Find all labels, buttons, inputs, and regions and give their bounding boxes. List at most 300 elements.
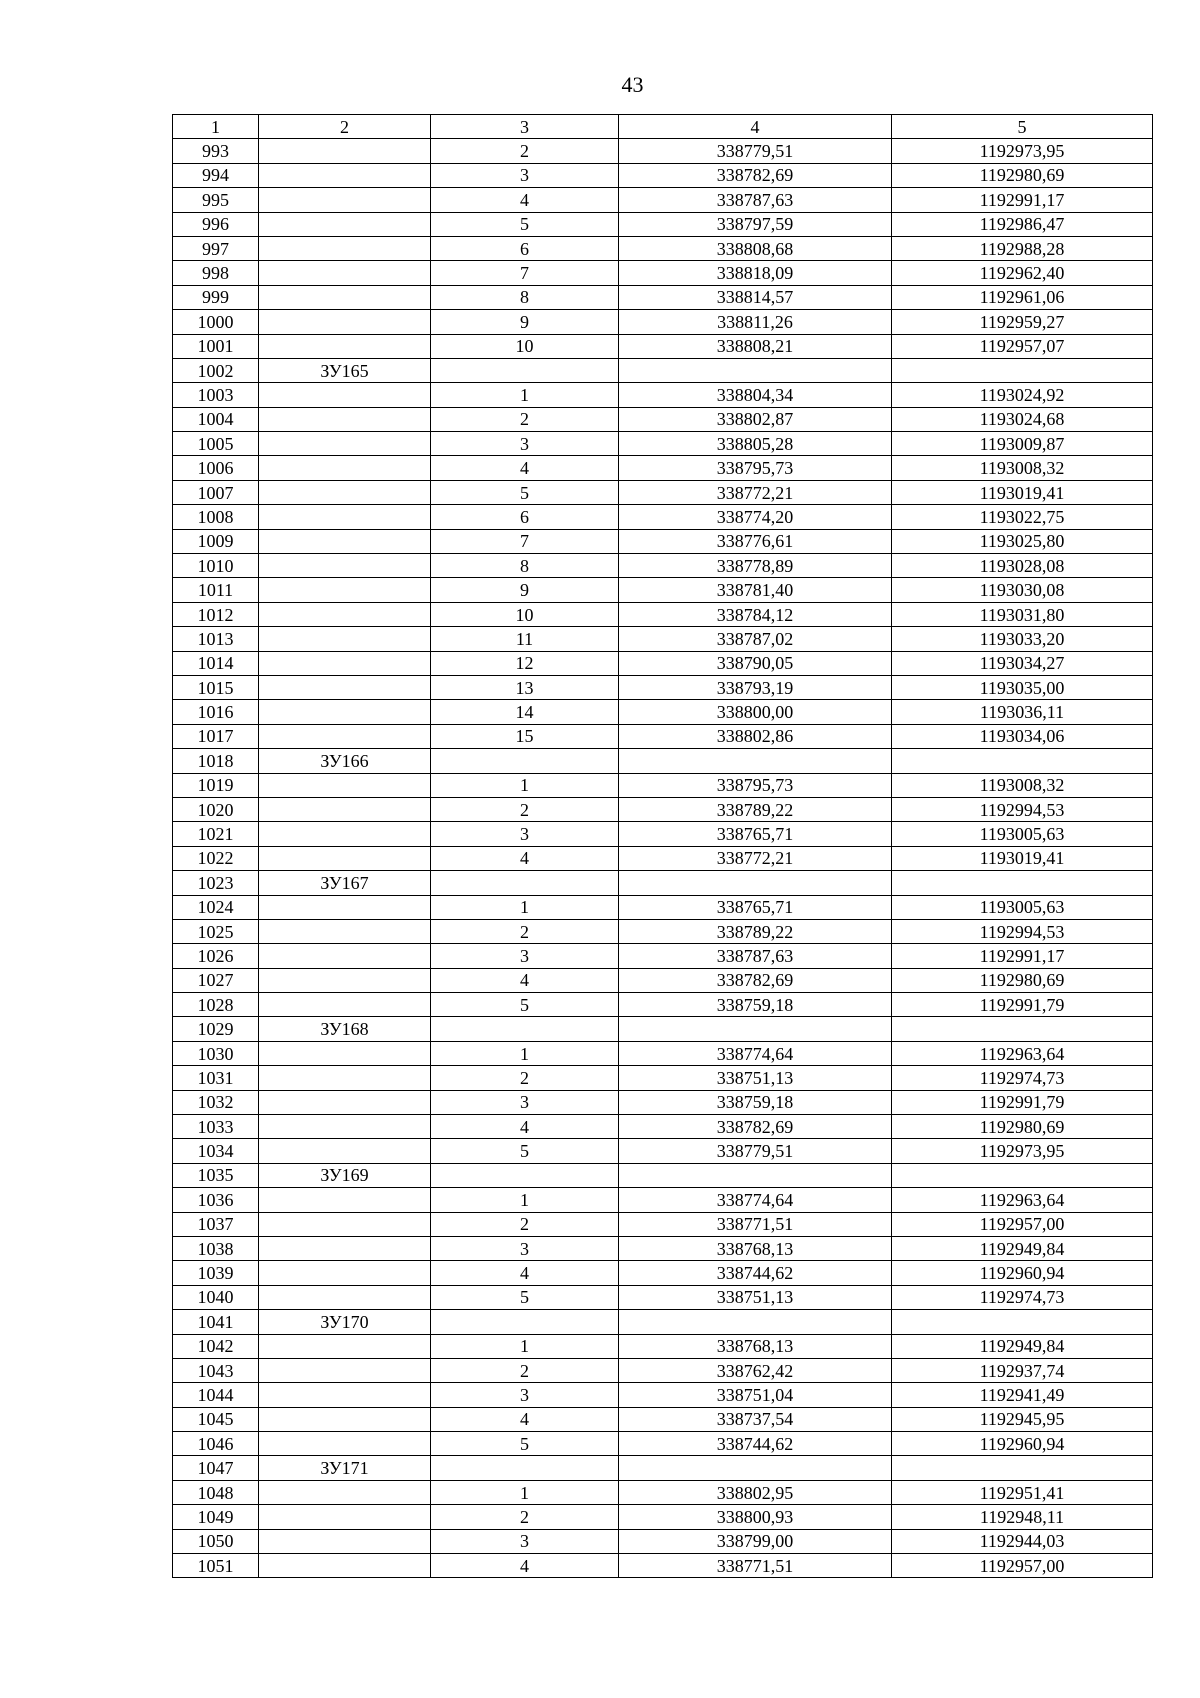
table-row: [173, 1358, 1153, 1382]
x-coordinate-cell: 338782,69: [619, 968, 892, 992]
x-coordinate-cell: 338744,62: [619, 1261, 892, 1285]
row-number-cell: 1005: [173, 432, 259, 456]
row-number-cell: 1020: [173, 797, 259, 821]
table-header-row: [173, 115, 1153, 139]
parcel-id-cell: [259, 1358, 431, 1382]
row-number-cell: 1024: [173, 895, 259, 919]
table-row: [173, 261, 1153, 285]
x-coordinate-cell: 338795,73: [619, 773, 892, 797]
y-coordinate-cell: 1192960,94: [892, 1432, 1153, 1456]
y-coordinate-cell: 1193035,00: [892, 675, 1153, 699]
y-coordinate-cell: [892, 1017, 1153, 1041]
row-number-cell: 1015: [173, 675, 259, 699]
y-coordinate-cell: 1192963,64: [892, 1188, 1153, 1212]
point-number-cell: 6: [431, 505, 619, 529]
y-coordinate-cell: 1193008,32: [892, 773, 1153, 797]
table-row: [173, 529, 1153, 553]
point-number-cell: 4: [431, 846, 619, 870]
table-row: [173, 1115, 1153, 1139]
row-number-cell: 1013: [173, 627, 259, 651]
header-cell-2: 2: [259, 115, 431, 139]
row-number-cell: 994: [173, 163, 259, 187]
x-coordinate-cell: [619, 1456, 892, 1480]
y-coordinate-cell: 1192991,17: [892, 944, 1153, 968]
table-row: [173, 188, 1153, 212]
table-row: [173, 919, 1153, 943]
row-number-cell: 999: [173, 285, 259, 309]
row-number-cell: 1016: [173, 700, 259, 724]
table-row: [173, 846, 1153, 870]
table-row: [173, 1017, 1153, 1041]
x-coordinate-cell: 338779,51: [619, 1139, 892, 1163]
parcel-id-cell: [259, 797, 431, 821]
table-row: [173, 1456, 1153, 1480]
y-coordinate-cell: 1192961,06: [892, 285, 1153, 309]
x-coordinate-cell: 338774,64: [619, 1188, 892, 1212]
row-number-cell: 1041: [173, 1310, 259, 1334]
row-number-cell: 1000: [173, 310, 259, 334]
parcel-id-cell: [259, 212, 431, 236]
point-number-cell: 3: [431, 432, 619, 456]
point-number-cell: 2: [431, 1505, 619, 1529]
coordinates-table-body: [173, 115, 1153, 1578]
parcel-id-cell: [259, 1407, 431, 1431]
y-coordinate-cell: 1192957,00: [892, 1554, 1153, 1578]
table-row: [173, 797, 1153, 821]
parcel-id-cell: [259, 1188, 431, 1212]
x-coordinate-cell: 338765,71: [619, 822, 892, 846]
parcel-id-cell: [259, 1261, 431, 1285]
row-number-cell: 1001: [173, 334, 259, 358]
parcel-id-cell: [259, 627, 431, 651]
x-coordinate-cell: [619, 1017, 892, 1041]
x-coordinate-cell: 338776,61: [619, 529, 892, 553]
parcel-id-cell: [259, 1090, 431, 1114]
y-coordinate-cell: 1192949,84: [892, 1236, 1153, 1260]
parcel-id-cell: [259, 432, 431, 456]
row-number-cell: 1042: [173, 1334, 259, 1358]
y-coordinate-cell: 1192937,74: [892, 1358, 1153, 1382]
table-row: [173, 1480, 1153, 1504]
y-coordinate-cell: 1193005,63: [892, 895, 1153, 919]
point-number-cell: 9: [431, 310, 619, 334]
table-row: [173, 1310, 1153, 1334]
y-coordinate-cell: 1192994,53: [892, 797, 1153, 821]
table-row: [173, 651, 1153, 675]
parcel-id-cell: [259, 1554, 431, 1578]
row-number-cell: 998: [173, 261, 259, 285]
y-coordinate-cell: [892, 358, 1153, 382]
table-row: [173, 236, 1153, 260]
x-coordinate-cell: 338814,57: [619, 285, 892, 309]
point-number-cell: 4: [431, 1115, 619, 1139]
x-coordinate-cell: 338759,18: [619, 1090, 892, 1114]
y-coordinate-cell: 1192948,11: [892, 1505, 1153, 1529]
point-number-cell: 14: [431, 700, 619, 724]
point-number-cell: 3: [431, 1090, 619, 1114]
table-row: [173, 1139, 1153, 1163]
row-number-cell: 995: [173, 188, 259, 212]
x-coordinate-cell: 338765,71: [619, 895, 892, 919]
x-coordinate-cell: 338768,13: [619, 1334, 892, 1358]
table-row: [173, 1236, 1153, 1260]
parcel-id-cell: [259, 334, 431, 358]
y-coordinate-cell: [892, 1163, 1153, 1187]
parcel-id-cell: [259, 578, 431, 602]
row-number-cell: 1012: [173, 602, 259, 626]
point-number-cell: 7: [431, 529, 619, 553]
y-coordinate-cell: 1193028,08: [892, 554, 1153, 578]
parcel-id-cell: [259, 651, 431, 675]
x-coordinate-cell: 338800,00: [619, 700, 892, 724]
parcel-id-cell: [259, 822, 431, 846]
y-coordinate-cell: 1193009,87: [892, 432, 1153, 456]
row-number-cell: 1032: [173, 1090, 259, 1114]
parcel-id-cell: [259, 407, 431, 431]
table-row: [173, 822, 1153, 846]
x-coordinate-cell: 338808,21: [619, 334, 892, 358]
parcel-id-cell: [259, 895, 431, 919]
y-coordinate-cell: 1193036,11: [892, 700, 1153, 724]
parcel-id-cell: [259, 1212, 431, 1236]
parcel-id-cell: [259, 1236, 431, 1260]
parcel-id-cell: [259, 1383, 431, 1407]
x-coordinate-cell: 338789,22: [619, 919, 892, 943]
x-coordinate-cell: [619, 358, 892, 382]
point-number-cell: 1: [431, 1480, 619, 1504]
x-coordinate-cell: 338771,51: [619, 1212, 892, 1236]
parcel-id-cell: [259, 724, 431, 748]
y-coordinate-cell: 1192944,03: [892, 1529, 1153, 1553]
point-number-cell: [431, 749, 619, 773]
y-coordinate-cell: 1193008,32: [892, 456, 1153, 480]
table-row: [173, 334, 1153, 358]
row-number-cell: 1022: [173, 846, 259, 870]
point-number-cell: 11: [431, 627, 619, 651]
x-coordinate-cell: 338751,13: [619, 1285, 892, 1309]
row-number-cell: 1030: [173, 1041, 259, 1065]
table-row: [173, 1529, 1153, 1553]
x-coordinate-cell: 338818,09: [619, 261, 892, 285]
point-number-cell: 10: [431, 602, 619, 626]
table-row: [173, 700, 1153, 724]
row-number-cell: 1021: [173, 822, 259, 846]
x-coordinate-cell: 338808,68: [619, 236, 892, 260]
row-number-cell: 1047: [173, 1456, 259, 1480]
y-coordinate-cell: [892, 1310, 1153, 1334]
parcel-id-cell: [259, 554, 431, 578]
point-number-cell: 6: [431, 236, 619, 260]
point-number-cell: [431, 1163, 619, 1187]
table-row: [173, 554, 1153, 578]
parcel-id-cell: [259, 1285, 431, 1309]
x-coordinate-cell: 338744,62: [619, 1432, 892, 1456]
point-number-cell: 4: [431, 456, 619, 480]
x-coordinate-cell: 338779,51: [619, 139, 892, 163]
table-row: [173, 1041, 1153, 1065]
coordinates-table: [172, 114, 1153, 1578]
y-coordinate-cell: 1192974,73: [892, 1285, 1153, 1309]
table-row: [173, 968, 1153, 992]
x-coordinate-cell: 338751,04: [619, 1383, 892, 1407]
x-coordinate-cell: 338802,87: [619, 407, 892, 431]
parcel-id-cell: [259, 1139, 431, 1163]
parcel-id-cell: [259, 139, 431, 163]
y-coordinate-cell: 1193031,80: [892, 602, 1153, 626]
y-coordinate-cell: 1192951,41: [892, 1480, 1153, 1504]
parcel-id-cell: ЗУ165: [259, 358, 431, 382]
row-number-cell: 1043: [173, 1358, 259, 1382]
row-number-cell: 1023: [173, 871, 259, 895]
row-number-cell: 1004: [173, 407, 259, 431]
point-number-cell: 4: [431, 1261, 619, 1285]
point-number-cell: 3: [431, 822, 619, 846]
table-row: [173, 1432, 1153, 1456]
row-number-cell: 1019: [173, 773, 259, 797]
header-cell-5: 5: [892, 115, 1153, 139]
point-number-cell: 2: [431, 1066, 619, 1090]
y-coordinate-cell: 1193019,41: [892, 846, 1153, 870]
y-coordinate-cell: 1192941,49: [892, 1383, 1153, 1407]
x-coordinate-cell: 338802,95: [619, 1480, 892, 1504]
parcel-id-cell: [259, 1480, 431, 1504]
y-coordinate-cell: 1193019,41: [892, 480, 1153, 504]
x-coordinate-cell: 338774,20: [619, 505, 892, 529]
table-row: [173, 358, 1153, 382]
table-row: [173, 944, 1153, 968]
point-number-cell: 9: [431, 578, 619, 602]
point-number-cell: 2: [431, 139, 619, 163]
point-number-cell: [431, 1017, 619, 1041]
y-coordinate-cell: 1192963,64: [892, 1041, 1153, 1065]
table-row: [173, 895, 1153, 919]
x-coordinate-cell: 338805,28: [619, 432, 892, 456]
point-number-cell: 4: [431, 968, 619, 992]
table-row: [173, 456, 1153, 480]
parcel-id-cell: [259, 480, 431, 504]
parcel-id-cell: [259, 505, 431, 529]
row-number-cell: 1009: [173, 529, 259, 553]
table-row: [173, 1505, 1153, 1529]
y-coordinate-cell: [892, 749, 1153, 773]
row-number-cell: 1008: [173, 505, 259, 529]
table-row: [173, 432, 1153, 456]
point-number-cell: 5: [431, 212, 619, 236]
point-number-cell: [431, 358, 619, 382]
row-number-cell: 1002: [173, 358, 259, 382]
parcel-id-cell: [259, 1432, 431, 1456]
parcel-id-cell: [259, 1041, 431, 1065]
row-number-cell: 996: [173, 212, 259, 236]
parcel-id-cell: [259, 846, 431, 870]
row-number-cell: 1050: [173, 1529, 259, 1553]
table-row: [173, 773, 1153, 797]
point-number-cell: 8: [431, 285, 619, 309]
table-row: [173, 1066, 1153, 1090]
row-number-cell: 1040: [173, 1285, 259, 1309]
point-number-cell: 2: [431, 919, 619, 943]
parcel-id-cell: [259, 1115, 431, 1139]
x-coordinate-cell: 338782,69: [619, 1115, 892, 1139]
table-row: [173, 1188, 1153, 1212]
point-number-cell: 4: [431, 1407, 619, 1431]
row-number-cell: 1046: [173, 1432, 259, 1456]
row-number-cell: 1028: [173, 993, 259, 1017]
parcel-id-cell: [259, 1505, 431, 1529]
point-number-cell: [431, 871, 619, 895]
table-row: [173, 1285, 1153, 1309]
x-coordinate-cell: 338784,12: [619, 602, 892, 626]
row-number-cell: 1027: [173, 968, 259, 992]
parcel-id-cell: [259, 285, 431, 309]
y-coordinate-cell: 1192980,69: [892, 968, 1153, 992]
row-number-cell: 1048: [173, 1480, 259, 1504]
header-cell-1: 1: [173, 115, 259, 139]
point-number-cell: 1: [431, 895, 619, 919]
table-row: [173, 724, 1153, 748]
parcel-id-cell: [259, 261, 431, 285]
y-coordinate-cell: [892, 871, 1153, 895]
x-coordinate-cell: [619, 1310, 892, 1334]
table-row: [173, 749, 1153, 773]
table-row: [173, 993, 1153, 1017]
row-number-cell: 997: [173, 236, 259, 260]
point-number-cell: 5: [431, 1432, 619, 1456]
point-number-cell: 7: [431, 261, 619, 285]
point-number-cell: 5: [431, 480, 619, 504]
y-coordinate-cell: 1192980,69: [892, 1115, 1153, 1139]
row-number-cell: 1045: [173, 1407, 259, 1431]
table-row: [173, 602, 1153, 626]
y-coordinate-cell: 1192980,69: [892, 163, 1153, 187]
table-row: [173, 675, 1153, 699]
y-coordinate-cell: 1192991,79: [892, 1090, 1153, 1114]
x-coordinate-cell: 338774,64: [619, 1041, 892, 1065]
x-coordinate-cell: 338759,18: [619, 993, 892, 1017]
point-number-cell: 2: [431, 1212, 619, 1236]
point-number-cell: 5: [431, 1139, 619, 1163]
x-coordinate-cell: 338802,86: [619, 724, 892, 748]
page-number: 43: [621, 72, 644, 97]
x-coordinate-cell: 338782,69: [619, 163, 892, 187]
table-row: [173, 1212, 1153, 1236]
point-number-cell: 3: [431, 1236, 619, 1260]
y-coordinate-cell: 1193022,75: [892, 505, 1153, 529]
x-coordinate-cell: 338768,13: [619, 1236, 892, 1260]
row-number-cell: 1025: [173, 919, 259, 943]
x-coordinate-cell: 338772,21: [619, 846, 892, 870]
parcel-id-cell: [259, 993, 431, 1017]
y-coordinate-cell: 1193025,80: [892, 529, 1153, 553]
row-number-cell: 1006: [173, 456, 259, 480]
y-coordinate-cell: 1192957,07: [892, 334, 1153, 358]
row-number-cell: 1036: [173, 1188, 259, 1212]
y-coordinate-cell: 1193005,63: [892, 822, 1153, 846]
row-number-cell: 1035: [173, 1163, 259, 1187]
x-coordinate-cell: 338799,00: [619, 1529, 892, 1553]
x-coordinate-cell: 338772,21: [619, 480, 892, 504]
y-coordinate-cell: 1192973,95: [892, 139, 1153, 163]
point-number-cell: 3: [431, 163, 619, 187]
x-coordinate-cell: 338771,51: [619, 1554, 892, 1578]
parcel-id-cell: [259, 968, 431, 992]
point-number-cell: 12: [431, 651, 619, 675]
y-coordinate-cell: 1192962,40: [892, 261, 1153, 285]
row-number-cell: 1010: [173, 554, 259, 578]
parcel-id-cell: [259, 163, 431, 187]
x-coordinate-cell: 338800,93: [619, 1505, 892, 1529]
x-coordinate-cell: 338787,02: [619, 627, 892, 651]
x-coordinate-cell: 338790,05: [619, 651, 892, 675]
y-coordinate-cell: 1192949,84: [892, 1334, 1153, 1358]
parcel-id-cell: [259, 773, 431, 797]
table-row: [173, 285, 1153, 309]
y-coordinate-cell: 1193034,06: [892, 724, 1153, 748]
point-number-cell: 5: [431, 1285, 619, 1309]
parcel-id-cell: [259, 383, 431, 407]
row-number-cell: 1014: [173, 651, 259, 675]
parcel-id-cell: [259, 456, 431, 480]
y-coordinate-cell: 1192986,47: [892, 212, 1153, 236]
x-coordinate-cell: 338789,22: [619, 797, 892, 821]
y-coordinate-cell: 1192991,79: [892, 993, 1153, 1017]
point-number-cell: 1: [431, 1188, 619, 1212]
y-coordinate-cell: 1193024,92: [892, 383, 1153, 407]
point-number-cell: 4: [431, 188, 619, 212]
y-coordinate-cell: 1193030,08: [892, 578, 1153, 602]
parcel-id-cell: ЗУ167: [259, 871, 431, 895]
parcel-id-cell: [259, 1066, 431, 1090]
row-number-cell: 1033: [173, 1115, 259, 1139]
y-coordinate-cell: 1193024,68: [892, 407, 1153, 431]
x-coordinate-cell: 338793,19: [619, 675, 892, 699]
y-coordinate-cell: 1193034,27: [892, 651, 1153, 675]
table-row: [173, 212, 1153, 236]
point-number-cell: [431, 1456, 619, 1480]
point-number-cell: 3: [431, 1383, 619, 1407]
x-coordinate-cell: 338737,54: [619, 1407, 892, 1431]
point-number-cell: 1: [431, 773, 619, 797]
table-row: [173, 407, 1153, 431]
x-coordinate-cell: 338787,63: [619, 944, 892, 968]
x-coordinate-cell: 338778,89: [619, 554, 892, 578]
table-row: [173, 163, 1153, 187]
row-number-cell: 1037: [173, 1212, 259, 1236]
y-coordinate-cell: 1192994,53: [892, 919, 1153, 943]
row-number-cell: 1034: [173, 1139, 259, 1163]
row-number-cell: 1038: [173, 1236, 259, 1260]
parcel-id-cell: [259, 675, 431, 699]
row-number-cell: 1018: [173, 749, 259, 773]
y-coordinate-cell: 1192957,00: [892, 1212, 1153, 1236]
table-row: [173, 627, 1153, 651]
y-coordinate-cell: 1192959,27: [892, 310, 1153, 334]
row-number-cell: 1051: [173, 1554, 259, 1578]
parcel-id-cell: [259, 236, 431, 260]
y-coordinate-cell: 1192945,95: [892, 1407, 1153, 1431]
x-coordinate-cell: 338762,42: [619, 1358, 892, 1382]
row-number-cell: 1049: [173, 1505, 259, 1529]
parcel-id-cell: ЗУ171: [259, 1456, 431, 1480]
row-number-cell: 1011: [173, 578, 259, 602]
x-coordinate-cell: 338787,63: [619, 188, 892, 212]
point-number-cell: 2: [431, 797, 619, 821]
x-coordinate-cell: 338795,73: [619, 456, 892, 480]
y-coordinate-cell: 1192991,17: [892, 188, 1153, 212]
y-coordinate-cell: 1192973,95: [892, 1139, 1153, 1163]
point-number-cell: 3: [431, 1529, 619, 1553]
table-row: [173, 1163, 1153, 1187]
